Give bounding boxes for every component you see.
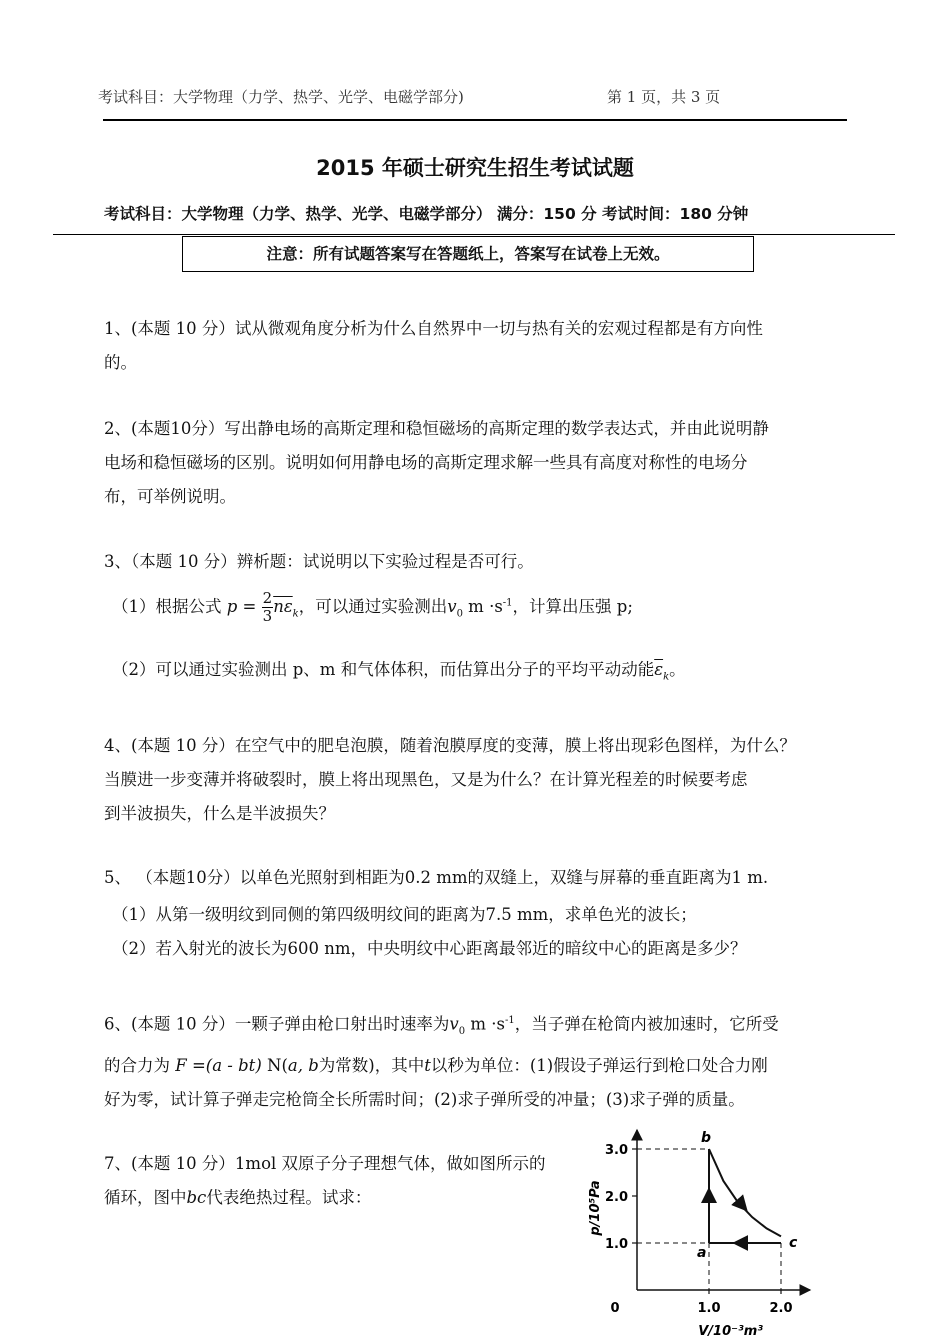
question-5	[104, 861, 856, 895]
formula-p: p	[226, 597, 238, 616]
q7-l2-post: 代表绝热过程。试求：	[206, 1188, 372, 1207]
y-axis-label: p/10⁵Pa	[588, 1180, 603, 1236]
chart-axes	[632, 1130, 810, 1294]
unit-ms: m ·s	[465, 1014, 505, 1034]
symbol-v: v	[449, 1014, 459, 1034]
q3-s1-pre: （1）根据公式	[112, 597, 222, 616]
symbol-eps-bar: $\overline{\varepsilon}$	[654, 660, 664, 679]
symbol-F: F	[175, 1055, 187, 1075]
point-label-a: a	[697, 1245, 707, 1261]
symbol-v: v	[447, 597, 457, 616]
symbol-v-sub: 0	[456, 608, 463, 620]
formula-n-eps: $\overline{n\varepsilon}$	[273, 597, 293, 616]
q2-line: 2、(本题10分）写出静电场的高斯定理和稳恒磁场的高斯定理的数学表达式，并由此说明静	[104, 419, 769, 438]
symbol-v-sub: 0	[458, 1025, 466, 1037]
q7-l2-pre: 循环，图中	[104, 1188, 187, 1207]
question-7	[104, 1147, 584, 1215]
q5-part-1: （1）从第一级明纹到同侧的第四级明纹间的距离为7.5 mm，求单色光的波长；	[112, 905, 697, 924]
q3-s2-pre: （2）可以通过实验测出 p、m 和气体体积，而估算出分子的平均平动动能	[112, 660, 655, 679]
symbol-eps-sub: k	[663, 671, 670, 683]
x-tick-label: 2.0	[769, 1301, 793, 1316]
header-subject: 考试科目：大学物理（力学、热学、光学、电磁学部分)	[98, 88, 464, 106]
q6-l1-post: ，当子弹在枪筒内被加速时，它所受	[514, 1014, 779, 1034]
q6-l2-pre: 的合力为	[104, 1055, 170, 1075]
origin-label: 0	[610, 1301, 620, 1316]
question-4	[104, 729, 856, 831]
point-label-b: b	[701, 1130, 712, 1146]
frac-den: 3	[262, 607, 273, 625]
symbol-ab: a, b	[287, 1055, 319, 1075]
formula-k: k	[292, 608, 299, 620]
q5-line: 5、 （本题10分）以单色光照射到相距为0.2 mm的双缝上，双缝与屏幕的垂直距离为1 m.	[104, 868, 769, 887]
point-label-c: c	[789, 1235, 798, 1251]
unit-exp: -1	[502, 597, 513, 609]
exam-info: 考试科目：大学物理（力学、热学、光学、电磁学部分） 满分：150 分 考试时间：180 分钟	[104, 205, 749, 223]
y-tick-label: 2.0	[604, 1190, 628, 1205]
header-page: 第 1 页，共 3 页	[607, 88, 721, 106]
q3-part-2	[112, 656, 686, 682]
q6-line-1	[104, 1004, 856, 1049]
q3-part-1	[112, 590, 633, 625]
q6-l2-end: 以秒为单位：(1)假设子弹运行到枪口处合力刚	[430, 1055, 768, 1075]
q3-s1-mid: ，可以通过实验测出	[298, 597, 448, 616]
force-expression: (a - bt)	[205, 1055, 262, 1075]
q5-part-2: （2）若入射光的波长为600 nm，中央明纹中心距离最邻近的暗纹中心的距离是多少？	[112, 939, 747, 958]
q2-line: 电场和稳恒磁场的区别。说明如何用静电场的高斯定理求解一些具有高度对称性的电场分	[104, 453, 748, 472]
question-6	[104, 1004, 856, 1117]
notice-box: 注意：所有试题答案写在答题纸上，答案写在试卷上无效。	[182, 236, 754, 272]
q6-l1-pre: 6、(本题 10 分）一颗子弹由枪口射出时速率为	[104, 1014, 450, 1034]
question-1	[104, 312, 856, 380]
chart-labels	[588, 1130, 798, 1339]
y-tick-label: 1.0	[604, 1237, 628, 1252]
symbol-t: t	[424, 1055, 431, 1075]
q6-line-2	[104, 1049, 856, 1083]
q3-s1-post: ，计算出压强 p;	[512, 597, 633, 616]
q6-l2-post: 为常数)，其中	[318, 1055, 425, 1075]
x-axis-label: V/10⁻³m³	[698, 1324, 763, 1339]
question-2	[104, 412, 856, 514]
symbol-bc: bc	[186, 1188, 207, 1207]
formula-eq: =	[237, 597, 257, 616]
x-tick-label: 1.0	[697, 1301, 721, 1316]
cycle-path-1	[709, 1149, 781, 1236]
header-rule	[103, 119, 847, 121]
q4-line: 当膜进一步变薄并将破裂时，膜上将出现黑色，又是为什么？在计算光程差的时候要考虑	[104, 770, 748, 789]
q6-line-3: 好为零，试计算子弹走完枪筒全长所需时间；(2)求子弹所受的冲量；(3)求子弹的质量。	[104, 1089, 745, 1109]
q7-line-2	[104, 1181, 584, 1215]
unit-exp: -1	[504, 1015, 515, 1026]
q2-line: 布，可举例说明。	[104, 487, 236, 506]
question-3	[104, 545, 856, 579]
q3-s2-post: 。	[669, 660, 686, 679]
unit-ms: m ·s	[462, 597, 503, 616]
frac-num: 2	[262, 589, 273, 607]
q3-line: 3、（本题 10 分）辨析题：试说明以下实验过程是否可行。	[104, 552, 534, 571]
q1-line: 的。	[104, 353, 137, 372]
pv-diagram	[585, 1108, 845, 1342]
formula-eq: =	[186, 1055, 206, 1075]
formula-fraction	[262, 590, 274, 625]
chart-cycle	[709, 1149, 781, 1243]
unit-N: N	[261, 1055, 282, 1075]
subtitle-rule	[53, 234, 895, 235]
q4-line: 到半波损失，什么是半波损失？	[104, 804, 335, 823]
q4-line: 4、(本题 10 分）在空气中的肥皂泡膜，随着泡膜厚度的变薄，膜上将出现彩色图样，为什么？	[104, 736, 796, 755]
y-tick-label: 3.0	[604, 1143, 628, 1158]
q6-l2-mid: (	[281, 1055, 288, 1075]
q7-line-1: 7、(本题 10 分）1mol 双原子分子理想气体，做如图所示的	[104, 1154, 546, 1173]
q1-line: 1、(本题 10 分）试从微观角度分析为什么自然界中一切与热有关的宏观过程都是有方向性	[104, 319, 763, 338]
page-title: 2015 年硕士研究生招生考试试题	[316, 156, 634, 180]
